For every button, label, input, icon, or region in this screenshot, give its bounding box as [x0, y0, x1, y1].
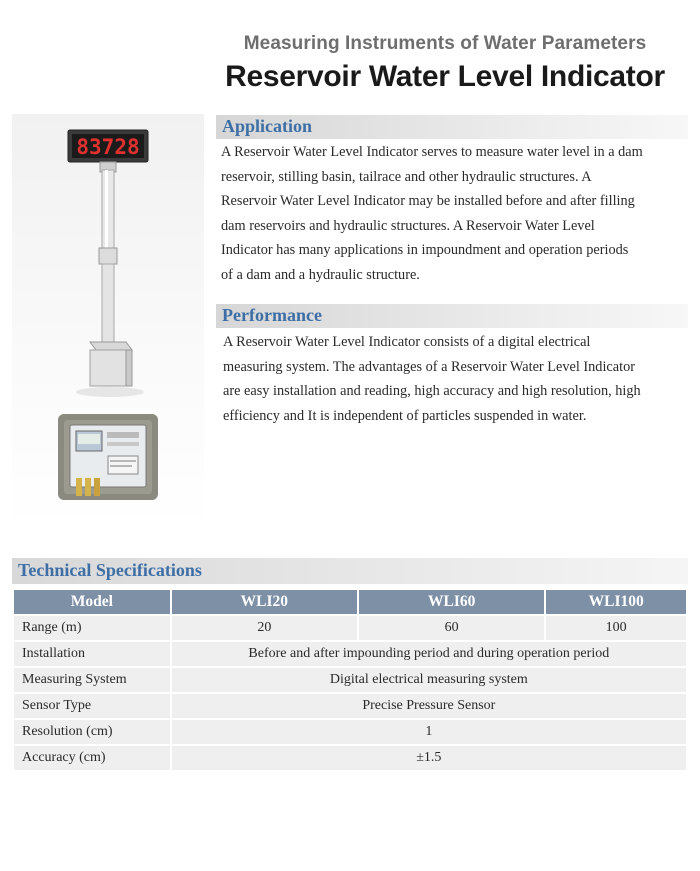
row-label-installation: Installation	[14, 642, 170, 666]
installation-value: Before and after impounding period and during operation period	[172, 642, 686, 666]
table-row	[14, 616, 686, 640]
specs-heading: Technical Specifications	[18, 560, 202, 580]
row-label-resolution: Resolution (cm)	[14, 720, 170, 744]
measuring-system-value: Digital electrical measuring system	[172, 668, 686, 692]
application-line: of a dam and a hydraulic structure.	[221, 266, 420, 283]
range-wli100: 100	[546, 616, 686, 640]
performance-line: are easy installation and reading, high accuracy and high resolution, high	[223, 383, 641, 399]
application-heading-bar	[216, 115, 688, 139]
specs-heading-bar	[12, 558, 688, 584]
product-photo-column	[12, 114, 204, 529]
accuracy-value: ±1.5	[172, 746, 686, 770]
range-wli60: 60	[359, 616, 544, 640]
row-label-accuracy: Accuracy (cm)	[14, 746, 170, 770]
row-label-measuring-system: Measuring System	[14, 668, 170, 692]
specs-table	[12, 588, 688, 772]
application-heading: Application	[222, 116, 313, 136]
application-line: reservoir, stilling basin, tailrace and other hydraulic structures. A	[221, 168, 592, 185]
row-label-sensor-type: Sensor Type	[14, 694, 170, 718]
row-label-range: Range (m)	[14, 616, 170, 640]
table-row	[14, 642, 686, 666]
application-line: Reservoir Water Level Indicator may be installed before and after filling	[221, 193, 635, 209]
application-line: A Reservoir Water Level Indicator serves to measure water level in a dam	[221, 144, 643, 160]
page-kicker: Measuring Instruments of Water Parameters	[243, 33, 647, 54]
column-header-wli20: WLI20	[172, 590, 357, 614]
performance-heading-bar	[216, 304, 688, 328]
application-line: dam reservoirs and hydraulic structures. A Reservoir Water Level	[221, 217, 595, 234]
page-title: Reservoir Water Level Indicator	[225, 60, 665, 93]
specs-header-row	[14, 590, 686, 614]
level-indicator-pole-photo	[12, 114, 204, 529]
table-row	[14, 746, 686, 770]
table-row	[14, 720, 686, 744]
performance-paragraph	[223, 330, 688, 428]
application-line: Indicator has many applications in impoundment and operation periods	[221, 242, 629, 258]
column-header-model: Model	[14, 590, 170, 614]
performance-line: A Reservoir Water Level Indicator consists of a digital electrical	[223, 334, 591, 350]
range-wli20: 20	[172, 616, 357, 640]
performance-line: efficiency and It is independent of particles suspended in water.	[223, 407, 587, 424]
application-paragraph	[221, 140, 688, 287]
table-row	[14, 694, 686, 718]
sensor-type-value: Precise Pressure Sensor	[172, 694, 686, 718]
display-reading: 83728	[76, 135, 140, 159]
resolution-value: 1	[172, 720, 686, 744]
performance-line: measuring system. The advantages of a Reservoir Water Level Indicator	[223, 358, 635, 375]
column-header-wli100: WLI100	[546, 590, 686, 614]
column-header-wli60: WLI60	[359, 590, 544, 614]
performance-heading: Performance	[222, 305, 322, 325]
table-row	[14, 668, 686, 692]
